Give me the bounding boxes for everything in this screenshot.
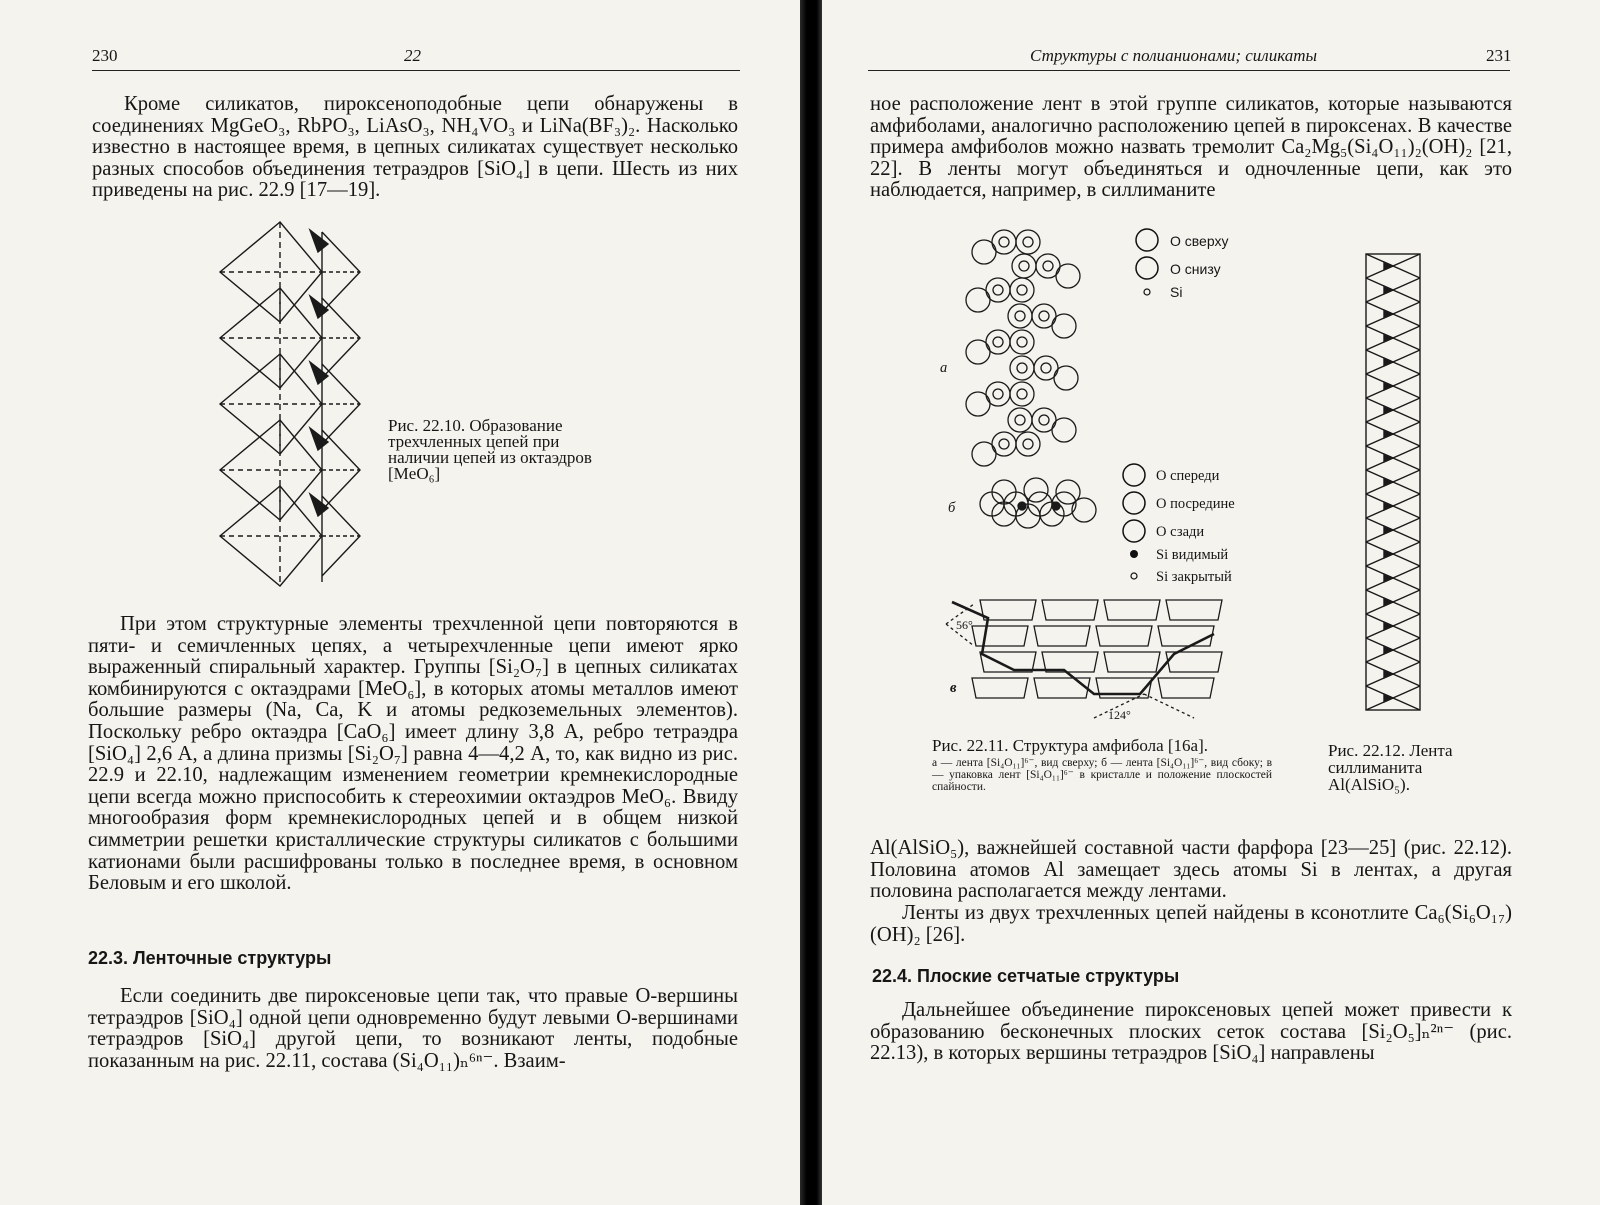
silicon-atom	[1017, 337, 1027, 347]
right-paragraph-4: Дальнейшее объединение пироксеновых цепей может привести к образованию бесконечных плоских сеток состава [Si₂O₅]ₙ²ⁿ⁻ (рис. 22.13), в которых вершины тетраэдров [SiO₄] направлены	[870, 999, 1512, 1065]
shaded-face	[1384, 694, 1393, 702]
silicon-atom	[1023, 439, 1033, 449]
shaded-face	[1384, 334, 1393, 342]
silicon-atom	[999, 439, 1009, 449]
shaded-face	[1384, 526, 1393, 534]
ribbon-cross-section	[1034, 678, 1090, 698]
oxygen-atom	[966, 340, 990, 364]
shaded-face	[1384, 406, 1393, 414]
left-paragraph-3: Если соединить две пироксеновые цепи так, что правые О-вершины тетраэдров [SiO₄] одной цепи одновременно будут левыми О-вершинами тетраэдров [SiO₄] другой цепи, то возникают ленты, подобные показанным на рис. 22.11, состава (Si₄O₁₁)ₙ⁶ⁿ⁻. Взаим-	[88, 985, 738, 1072]
shaded-face	[1384, 430, 1393, 438]
silicon-visible	[1018, 502, 1026, 510]
legend-o-bottom: O снизу	[1170, 261, 1221, 277]
oxygen-atom	[1010, 278, 1034, 302]
figure-22-12-caption: Рис. 22.12. Лента силлиманита Al(AlSiO₅).	[1328, 741, 1453, 794]
legend-o-top: O сверху	[1170, 233, 1229, 249]
ribbon-cross-section	[1166, 600, 1222, 620]
left-section-heading: 22.3. Ленточные структуры	[88, 948, 332, 968]
angle-124: 124°	[1108, 708, 1131, 722]
legend-si: Si	[1170, 284, 1183, 300]
shaded-face	[1384, 502, 1393, 510]
silicon-atom	[1015, 311, 1025, 321]
oxygen-atom	[1054, 366, 1078, 390]
tetrahedron-edge	[1393, 422, 1420, 446]
silicon-visible	[1052, 502, 1060, 510]
tetrahedron-edge	[1393, 446, 1420, 470]
octahedron	[220, 486, 322, 586]
silicon-atom	[1039, 311, 1049, 321]
tetrahedron-face	[310, 362, 328, 384]
shaded-face	[1384, 598, 1393, 606]
silicon-atom	[1039, 415, 1049, 425]
shaded-face	[1384, 454, 1393, 462]
tetrahedron-edge	[1393, 518, 1420, 542]
ribbon-cross-section	[972, 626, 1028, 646]
silicon-atom	[993, 389, 1003, 399]
page-number-left: 230	[92, 46, 118, 65]
tetrahedron-edge	[1393, 374, 1420, 398]
tetrahedron-edge	[1393, 566, 1420, 590]
shaded-face	[1384, 382, 1393, 390]
ribbon-cross-section	[1042, 600, 1098, 620]
oxygen-atom	[1052, 418, 1076, 442]
figure-22-10-octahedra-chain	[210, 222, 380, 582]
tetrahedron-edge	[1393, 638, 1420, 662]
angle-56: 56°	[956, 618, 973, 632]
figure-22-11-caption-title: Рис. 22.11. Структура амфибола [16a].	[932, 736, 1209, 755]
silicon-atom	[1043, 261, 1053, 271]
oxygen-atom	[972, 240, 996, 264]
silicon-atom	[1019, 261, 1029, 271]
shaded-face	[1384, 478, 1393, 486]
oxygen-atom	[1012, 254, 1036, 278]
oxygen-atom	[1010, 330, 1034, 354]
tetrahedron-edge	[1393, 350, 1420, 374]
legend-o-middle: O посредине	[1156, 496, 1235, 512]
shaded-face	[1384, 646, 1393, 654]
tetrahedron-edge	[1393, 686, 1420, 710]
tetrahedron-edge	[1393, 470, 1420, 494]
octahedron	[220, 222, 322, 322]
oxygen-atom	[972, 442, 996, 466]
shaded-face	[1384, 310, 1393, 318]
figure-22-11c-ribbon-packing	[944, 594, 1234, 724]
right-paragraph-2: Al(AlSiO₅), важнейшей составной части фарфора [23—25] (рис. 22.12). Половина атомов Al замещает здесь атомы Si в лентах, а другая половина располагается между лентами.	[870, 837, 1512, 903]
left-paragraph-2: При этом структурные элементы трехчленной цепи повторяются в пяти- и семичленных цепях, а четырехчленные цепи имеют ярко выраженный спиральный характер. Группы [Si₂O₇] в цепных силикатах комбинируются с октаэдрами [MeO₆], в которых атомы металлов имеют большие размеры (Na, Ca, K и атомы редкоземельных элементов). Поскольку ребро октаэдра [CaO₆] имеет длину 3,8 А, ребро тетраэдра [SiO₄] 2,6 А, а длина призмы [Si₂O₇] равна 4—4,2 А, то, как видно из рис. 22.9 и 22.10, надлежащим изменением геометрии кремнекислородные цепи всегда можно приспособить к стереохимии октаэдров MeO₆. Ввиду многообразия форм кремнекислородных цепей и в общем низкой симметрии решетки кристаллические структуры силикатов с большими катионами были расшифрованы только в последнее время, в основном Беловым и его школой.	[88, 613, 738, 895]
right-section-heading: 22.4. Плоские сетчатые структуры	[872, 966, 1180, 986]
silicon-atom	[1017, 363, 1027, 373]
legend-si-visible: Si видимый	[1156, 547, 1229, 563]
left-paragraph-1: Кроме силикатов, пироксеноподобные цепи обнаружены в соединениях MgGeO₃, RbPO₃, LiAsO₃, NH₄VO₃ и LiNa(BF₃)₂. Насколько известно в настоящее время, в цепных силикатах существует несколько разных способов объединения тетраэдров [SiO₄] в цепи. Шесть из них приведены на рис. 22.9 [17—19].	[92, 93, 738, 202]
legend-o-front: O спереди	[1156, 468, 1220, 484]
silicon-atom	[1041, 363, 1051, 373]
figure-22-11a-ribbon-top-view	[964, 226, 1094, 466]
figure-22-12-sillimanite-ribbon	[1362, 254, 1426, 714]
silicon-atom	[1017, 389, 1027, 399]
oxygen-atom	[1056, 264, 1080, 288]
figure-22-11-caption-detail: а — лента [Si₄O₁₁]⁶⁻, вид сверху; б — лента [Si₄O₁₁]⁶⁻, вид сбоку; в — упаковка лент [Si₄O₁₁]⁶⁻ в кристалле и положение плоскостей спайности.	[932, 757, 1272, 793]
oxygen-atom	[1016, 432, 1040, 456]
panel-label-a: а	[940, 360, 948, 376]
figure-22-10-caption: Рис. 22.10. Образование трехчленных цепей при наличии цепей из октаэдров [MeO₆]	[388, 416, 592, 483]
right-page	[822, 0, 1600, 1205]
tetrahedron-edge	[1393, 302, 1420, 326]
legend-side-symbols	[1120, 462, 1150, 584]
shaded-face	[1384, 286, 1393, 294]
tetrahedron-edge	[1393, 614, 1420, 638]
silicon-atom	[999, 237, 1009, 247]
tetrahedron-face	[310, 230, 328, 252]
shaded-face	[1384, 358, 1393, 366]
tetrahedron-edge	[1393, 398, 1420, 422]
panel-label-b: б	[948, 500, 956, 516]
shaded-face	[1384, 670, 1393, 678]
octahedron	[220, 288, 322, 388]
tetrahedron-edge	[1393, 254, 1420, 278]
header-rule-left	[92, 70, 740, 71]
ribbon-cross-section	[972, 678, 1028, 698]
ribbon-cross-section	[1104, 600, 1160, 620]
silicon-atom	[1017, 285, 1027, 295]
silicon-atom	[1015, 415, 1025, 425]
page-number-right: 231	[1486, 46, 1512, 65]
oxygen-atom	[1010, 356, 1034, 380]
running-title: Структуры с полианионами; силикаты	[1030, 46, 1318, 65]
oxygen-atom	[1016, 230, 1040, 254]
oxygen-atom	[1024, 478, 1048, 502]
legend-top-symbols	[1134, 228, 1164, 298]
tetrahedron-edge	[1393, 542, 1420, 566]
legend-si-hidden: Si закрытый	[1156, 569, 1232, 585]
header-rule-right	[868, 70, 1510, 71]
octahedron	[220, 420, 322, 520]
oxygen-atom	[1010, 382, 1034, 406]
tetrahedron-face	[310, 494, 328, 516]
ribbon-cross-section	[1034, 626, 1090, 646]
panel-label-c: в	[950, 680, 957, 696]
oxygen-atom	[1008, 304, 1032, 328]
cleavage-path	[952, 602, 1214, 694]
silicon-atom	[993, 285, 1003, 295]
ribbon-cross-section	[1158, 678, 1214, 698]
figure-22-11b-ribbon-side-view	[974, 474, 1104, 534]
tetrahedron-face	[310, 428, 328, 450]
oxygen-atom	[1008, 408, 1032, 432]
tetrahedron-edge	[1393, 326, 1420, 350]
tetrahedron-edge	[1393, 590, 1420, 614]
oxygen-atom	[1052, 314, 1076, 338]
tetrahedron-edge	[1393, 278, 1420, 302]
legend-o-back: O сзади	[1156, 524, 1205, 540]
tetrahedron-face	[310, 296, 328, 318]
right-paragraph-3: Ленты из двух трехчленных цепей найдены в ксонотлите Ca₆(Si₆O₁₇)(OH)₂ [26].	[870, 902, 1512, 946]
oxygen-atom	[966, 288, 990, 312]
shaded-face	[1384, 550, 1393, 558]
chapter-number: 22	[404, 46, 421, 65]
oxygen-atom	[966, 392, 990, 416]
shaded-face	[1384, 622, 1393, 630]
tetrahedron-edge	[1393, 662, 1420, 686]
ribbon-cross-section	[1096, 626, 1152, 646]
book-spine	[800, 0, 822, 1205]
shaded-face	[1384, 262, 1393, 270]
silicon-atom	[993, 337, 1003, 347]
shaded-face	[1384, 574, 1393, 582]
octahedron	[220, 354, 322, 454]
tetrahedron-edge	[1393, 494, 1420, 518]
silicon-atom	[1023, 237, 1033, 247]
ribbon-cross-section	[1158, 626, 1214, 646]
right-paragraph-1: ное расположение лент в этой группе силикатов, которые называются амфиболами, аналогично расположению цепей в пироксенах. В качестве примера амфиболов можно назвать тремолит Ca₂Mg₅(Si₄O₁₁)₂(OH)₂ [21, 22]. В ленты могут объединяться и одночленные цепи, как это наблюдается, например, в силлиманите	[870, 93, 1512, 202]
ribbon-cross-section	[1104, 652, 1160, 672]
